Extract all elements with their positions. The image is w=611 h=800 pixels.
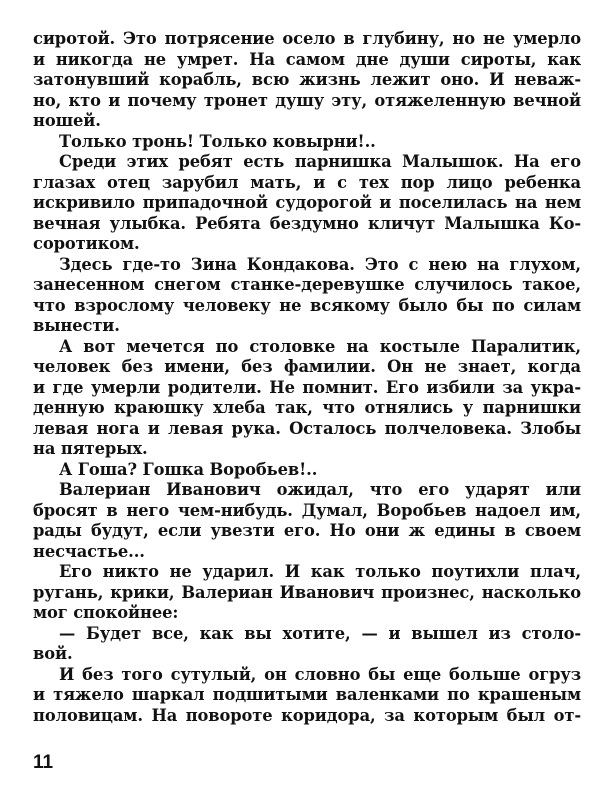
text-line: несчастье... (33, 541, 145, 561)
text-line: глазах отец зарубил мать, и с тех пор лицо ребенка (33, 172, 581, 192)
text-line: денную краюшку хлеба так, что отнялись у парнишки (33, 398, 581, 417)
body-text (33, 29, 581, 726)
text-line: бросят в него чем-нибудь. Думал, Воробьев надоел им, (33, 500, 581, 520)
text-line: вечная улыбка. Ребята бездумно кличут Малышка Ко- (33, 213, 581, 233)
text-line: ношей. (33, 111, 101, 130)
text-line: рады будут, если увезти его. Но они ж едины в своем (33, 521, 581, 540)
text-line: И без того сутулый, он словно бы еще больше огруз (59, 664, 581, 684)
text-line: что взрослому человеку не всякому было бы по силам (33, 295, 581, 315)
text-line: вой. (33, 644, 73, 663)
page-number: 11 (33, 752, 54, 773)
text-line: на пятерых. (33, 439, 148, 458)
text-line: А вот мечется по столовке на костыле Паралитик, (59, 336, 581, 356)
text-line: А Гоша? Гошка Воробьев!.. (59, 459, 318, 479)
text-line: Валериан Иванович ожидал, что его ударят или (59, 480, 581, 499)
text-line: левая нога и левая рука. Осталось полчеловека. Злобы (33, 418, 581, 438)
text-line: и тяжело шаркал подшитыми валенками по крашеным (33, 685, 581, 704)
text-line: — Будет все, как вы хотите, — и вышел из столо- (59, 623, 581, 643)
text-line: но, кто и почему тронет душу эту, отяжеленную вечной (33, 90, 581, 110)
text-line: человек без имени, без фамилии. Он не знает, когда (33, 357, 581, 376)
text-line: затонувший корабль, всю жизнь лежит оно. И неваж- (33, 70, 581, 89)
text-line: Здесь где-то Зина Кондакова. Это с нею на глухом, (59, 254, 581, 274)
text-line: и где умерли родители. Не помнит. Его избили за укра- (33, 377, 581, 397)
text-line: вынести. (33, 316, 120, 335)
text-line: половицам. На повороте коридора, за которым был от- (33, 705, 581, 725)
text-line: Только тронь! Только ковырни!.. (59, 131, 376, 151)
text-line: занесенном снегом станке-деревушке случилось такое, (33, 275, 581, 294)
text-line: искривило припадочной судорогой и поселилась на нем (33, 193, 581, 212)
text-line: сиротой. Это потрясение осело в глубину, но не умерло (33, 29, 581, 48)
text-line: соротиком. (33, 234, 140, 253)
text-line: мог спокойнее: (33, 603, 179, 622)
text-line: ругань, крики, Валериан Иванович произнес, насколько (33, 582, 581, 602)
text-line: Его никто не ударил. И как только поутихли плач, (59, 562, 581, 581)
text-line: и никогда не умрет. На самом дне души сироты, как (33, 49, 581, 69)
text-line: Среди этих ребят есть парнишка Малышок. На его (59, 152, 581, 171)
